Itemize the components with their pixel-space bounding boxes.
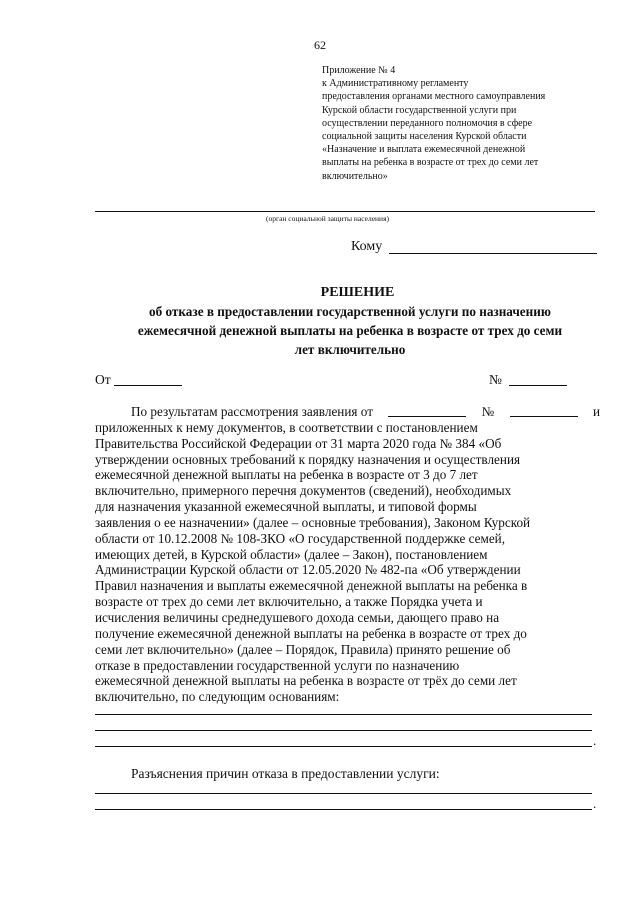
- body-line: имеющих детей, в Курской области» (далее – Закон), постановлением: [95, 546, 488, 562]
- body-line: для назначения указанной ежемесячной выплаты, и типовой формы: [95, 499, 477, 515]
- number-label: №: [489, 372, 502, 387]
- subtitle-line: об отказе в предоставлении государственной услуги по назначению: [149, 304, 551, 319]
- body-line: ежемесячной денежной выплаты на ребенка в возрасте от 3 до 7 лет: [95, 467, 478, 483]
- appendix-line: Приложение № 4: [322, 65, 396, 76]
- body-line: Администрации Курской области от 12.05.2020 № 482-па «Об утверждении: [95, 562, 521, 578]
- body-line: области от 10.12.2008 № 108-ЗКО «О государственной поддержке семей,: [95, 530, 506, 546]
- explanation-label: Разъяснения причин отказа в предоставлении услуги:: [131, 766, 440, 781]
- appendix-line: «Назначение и выплата ежемесячной денежной: [322, 144, 526, 156]
- reasons-end: .: [593, 733, 597, 748]
- body-line: заявления о ее назначении» (далее – основные требования), Законом Курской: [95, 514, 531, 530]
- application-number-label: №: [481, 404, 495, 419]
- org-name-line[interactable]: [95, 211, 595, 212]
- appendix-line: предоставления органами местного самоуправления: [322, 91, 546, 103]
- body-intro: По результатам рассмотрения заявления от: [131, 404, 373, 419]
- body-line: ежемесячной денежной выплаты на ребенка в возрасте от трёх до семи лет: [95, 673, 517, 689]
- from-date-field[interactable]: [114, 385, 182, 386]
- body-line: получение ежемесячной денежной выплаты на ребенка в возрасте от трех до: [95, 625, 527, 641]
- application-date-field[interactable]: [388, 404, 466, 417]
- body-line: исчисления величины среднедушевого дохода семьи, дающего право на: [95, 609, 500, 625]
- reasons-line-1[interactable]: [95, 714, 592, 715]
- org-caption: (орган социальной защиты населения): [266, 214, 390, 223]
- appendix-line: включительно»: [322, 170, 388, 182]
- from-label: От: [95, 372, 111, 387]
- decision-number-field[interactable]: [509, 385, 567, 386]
- body-line: возрасте от трех до семи лет включительно, а также Порядка учета и: [95, 594, 483, 610]
- body-line: включительно, примерного перечня документов (сведений), необходимых: [95, 483, 512, 499]
- subtitle-line: ежемесячной денежной выплаты на ребенка в возрасте от трех до семи: [137, 323, 563, 338]
- explanation-line-2[interactable]: [95, 809, 592, 810]
- body-intro-end: и: [592, 404, 600, 419]
- appendix-line: Курской области государственной услуги при: [322, 104, 517, 116]
- page-number: 62: [314, 38, 326, 52]
- body-paragraph: [95, 404, 600, 705]
- document-title: РЕШЕНИЕ: [320, 285, 395, 300]
- reasons-line-3[interactable]: [95, 746, 592, 747]
- body-line: семи лет включительно» (далее – Порядок, Правила) принято решение об: [95, 641, 511, 657]
- body-line: Правил назначения и выплаты ежемесячной денежной выплаты на ребенка в: [95, 578, 528, 594]
- document-subtitle: [95, 302, 605, 359]
- application-number-field[interactable]: [510, 404, 578, 417]
- appendix-line: социальной защиты населения Курской области: [322, 131, 527, 143]
- body-line-first: [95, 404, 600, 420]
- appendix-line: выплаты на ребенка в возрасте от трех до семи лет: [322, 157, 539, 169]
- body-line: отказе в предоставлении государственной услуги по назначению: [95, 657, 460, 673]
- appendix-line: осуществлении переданного полномочия в сфере: [322, 117, 533, 129]
- recipient-field[interactable]: [389, 253, 597, 254]
- explanation-end: .: [593, 796, 597, 811]
- appendix-header: [322, 64, 607, 183]
- body-line: утверждении основных требований к порядку назначения и осуществления: [95, 451, 521, 467]
- recipient-label: Кому: [351, 239, 383, 254]
- appendix-line: к Административному регламенту: [322, 78, 469, 90]
- reasons-line-2[interactable]: [95, 730, 592, 731]
- explanation-line-1[interactable]: [95, 793, 592, 794]
- subtitle-line: лет включительно: [294, 342, 406, 357]
- body-line-last: включительно, по следующим основаниям:: [95, 689, 340, 705]
- body-line: Правительства Российской Федерации от 31 марта 2020 года № 384 «Об: [95, 435, 502, 451]
- body-line: приложенных к нему документов, в соответствии с постановлением: [95, 419, 478, 435]
